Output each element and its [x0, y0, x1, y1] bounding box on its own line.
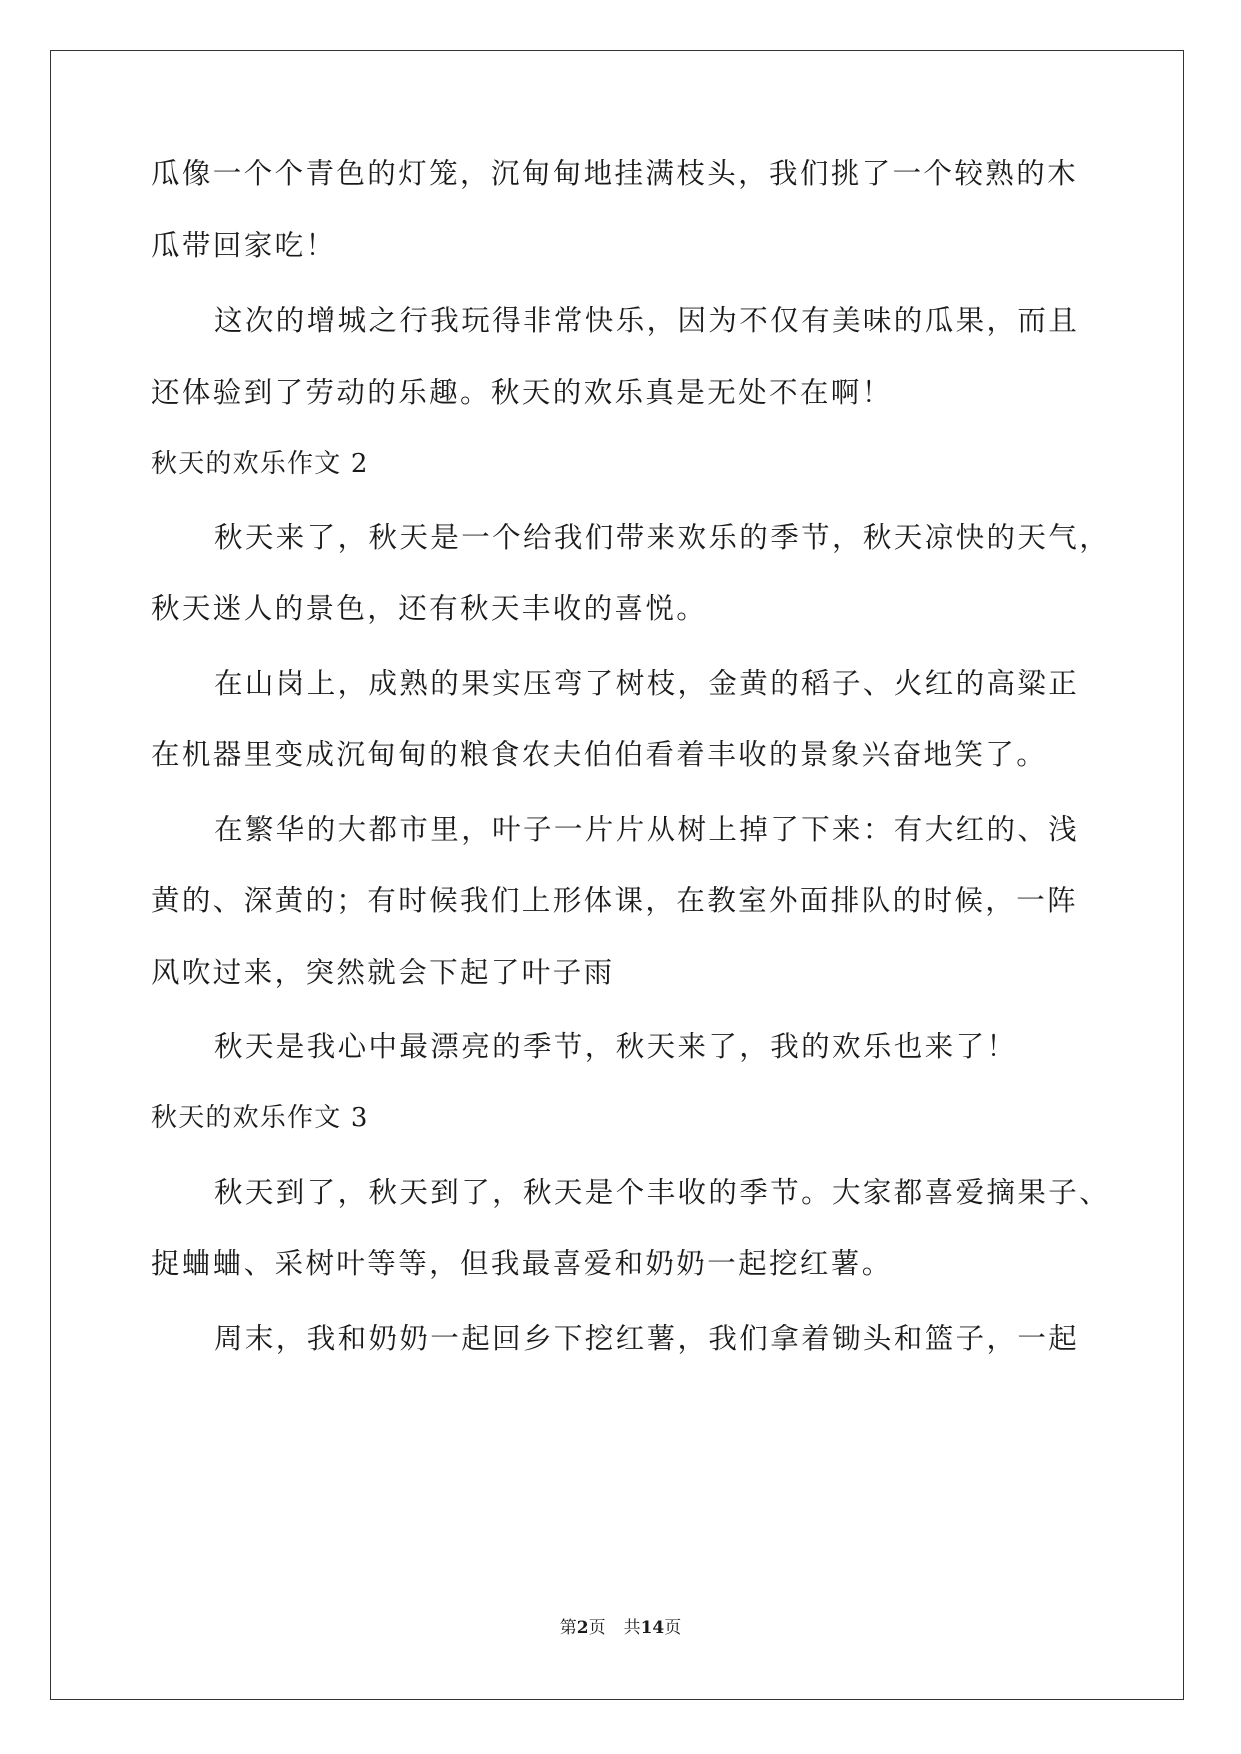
- paragraph-4-line-1: 在山岗上，成熟的果实压弯了树枝，金黄的稻子、火红的高粱正: [214, 667, 1080, 700]
- paragraph-3-line-1: 秋天来了，秋天是一个给我们带来欢乐的季节，秋天凉快的天气，: [214, 521, 1111, 554]
- page-border: [50, 50, 1184, 1700]
- paragraph-6-line-1: 秋天是我心中最漂亮的季节，秋天来了，我的欢乐也来了！: [214, 1030, 1018, 1063]
- paragraph-5-line-1: 在繁华的大都市里，叶子一片片从树上掉了下来：有大红的、浅: [214, 813, 1080, 846]
- paragraph-8-line-1: 周末，我和奶奶一起回乡下挖红薯，我们拿着锄头和篮子，一起: [214, 1322, 1080, 1355]
- section-heading-3: 秋天的欢乐作文 3: [151, 1103, 369, 1133]
- paragraph-3-line-2: 秋天迷人的景色，还有秋天丰收的喜悦。: [151, 592, 708, 625]
- paragraph-2-line-2: 还体验到了劳动的乐趣。秋天的欢乐真是无处不在啊！: [151, 376, 893, 409]
- section-heading-2: 秋天的欢乐作文 2: [151, 449, 369, 479]
- paragraph-1-line-1: 瓜像一个个青色的灯笼，沉甸甸地挂满枝头，我们挑了一个较熟的木: [151, 157, 1079, 190]
- paragraph-4-line-2: 在机器里变成沉甸甸的粮食农夫伯伯看着丰收的景象兴奋地笑了。: [151, 738, 1048, 771]
- paragraph-5-line-3: 风吹过来，突然就会下起了叶子雨: [151, 956, 615, 989]
- total-pages: 共14页: [623, 1618, 682, 1638]
- paragraph-7-line-2: 捉蛐蛐、采树叶等等，但我最喜爱和奶奶一起挖红薯。: [151, 1247, 893, 1280]
- paragraph-2-line-1: 这次的增城之行我玩得非常快乐，因为不仅有美味的瓜果，而且: [214, 304, 1080, 337]
- paragraph-7-line-1: 秋天到了，秋天到了，秋天是个丰收的季节。大家都喜爱摘果子、: [214, 1176, 1111, 1209]
- page-number: 第2页: [559, 1618, 606, 1638]
- paragraph-1-line-2: 瓜带回家吃！: [151, 229, 337, 262]
- paragraph-5-line-2: 黄的、深黄的；有时候我们上形体课，在教室外面排队的时候，一阵: [151, 884, 1079, 917]
- page-footer: [0, 1616, 1241, 1640]
